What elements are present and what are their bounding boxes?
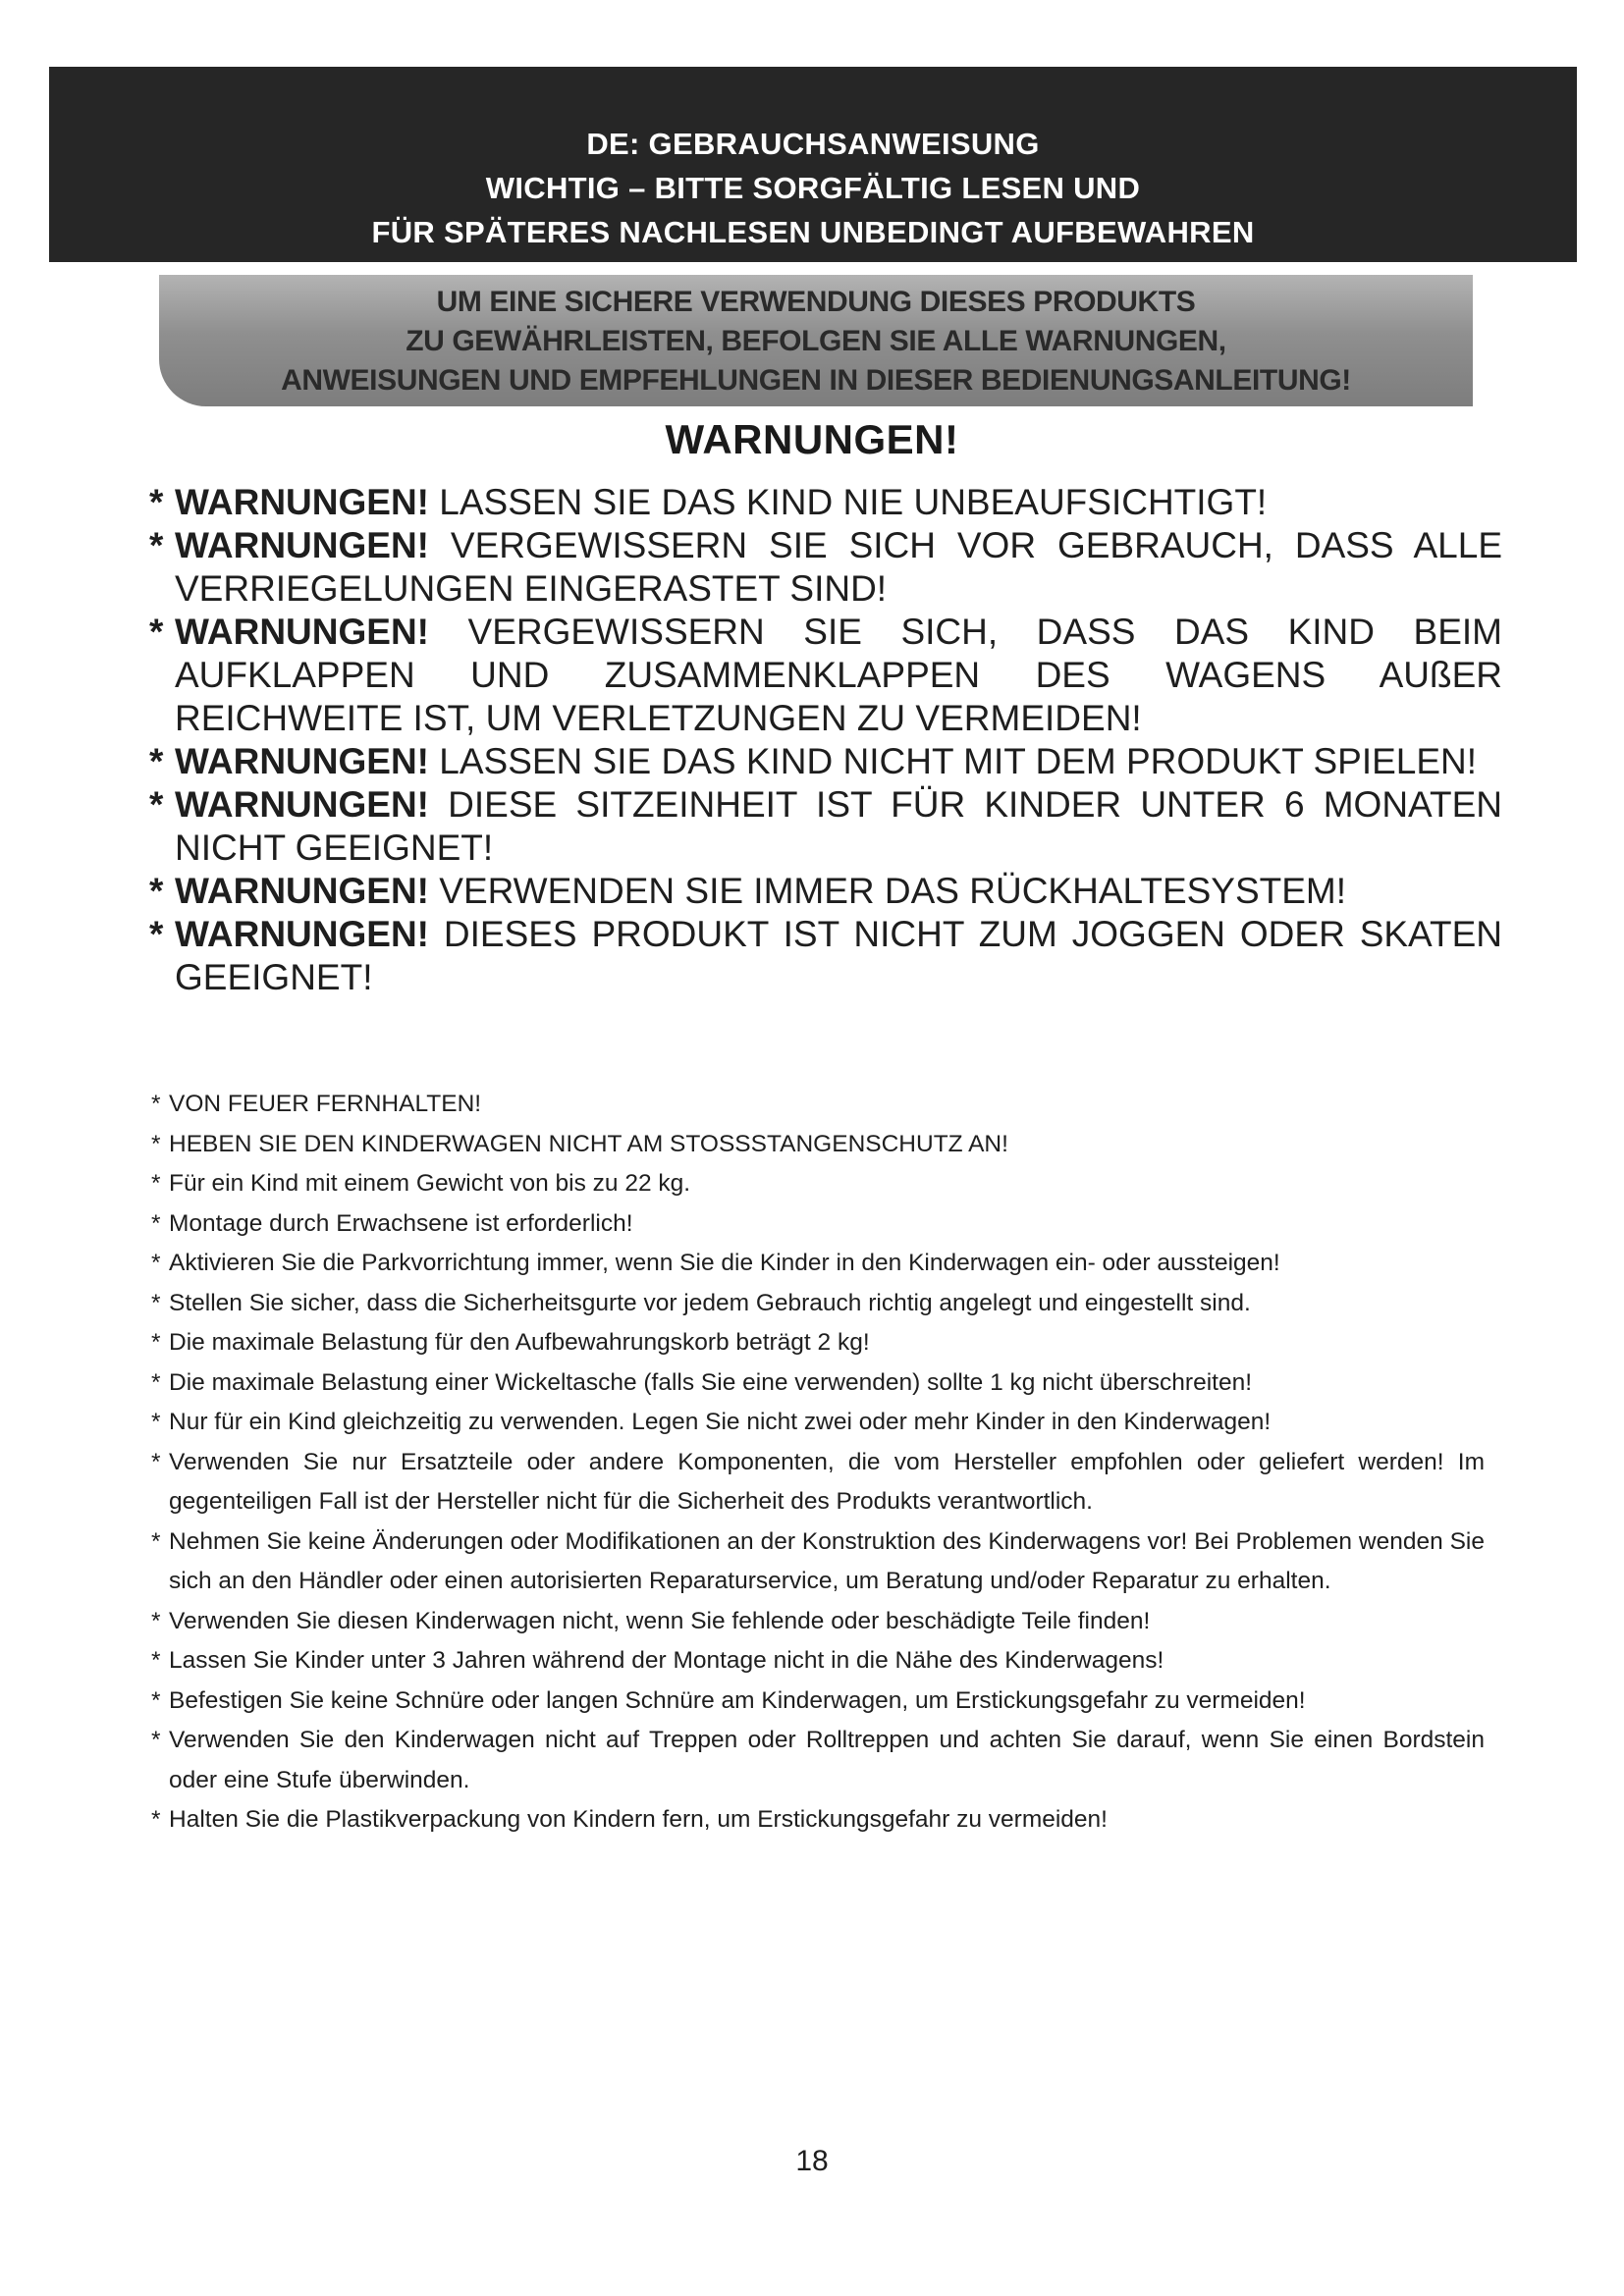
instruction-item: * Für ein Kind mit einem Gewicht von bis zu 22 kg. [149,1164,1485,1204]
warning-text: VERWENDEN SIE IMMER DAS RÜCKHALTESYSTEM! [428,871,1347,911]
instruction-item: * Lassen Sie Kinder unter 3 Jahren während der Montage nicht in die Nähe des Kinderwagens! [149,1641,1485,1682]
warning-label: WARNUNGEN! [175,612,429,652]
warning-text: DIESES PRODUKT IST NICHT ZUM JOGGEN ODER SKATEN GEEIGNET! [175,914,1502,997]
major-warning-item [147,913,1502,999]
warning-text: VERGEWISSERN SIE SICH, DASS DAS KIND BEIM AUFKLAPPEN UND ZUSAMMENKLAPPEN DES WAGENS AUßER REICHWEITE IST, UM VERLETZUNGEN ZU VERMEIDEN! [175,612,1502,738]
major-warning-item [147,611,1502,740]
header-line-2: WICHTIG – BITTE SORGFÄLTIG LESEN UND [485,171,1141,205]
instruction-item: * Nehmen Sie keine Änderungen oder Modifikationen an der Konstruktion des Kinderwagens vor! Bei Problemen wenden Sie sich an den Händler oder einen autorisierten Reparaturservice, um Beratung und/oder Reparatur zu erhalten. [149,1522,1485,1602]
instruction-item: * Nur für ein Kind gleichzeitig zu verwenden. Legen Sie nicht zwei oder mehr Kinder in den Kinderwagen! [149,1403,1485,1443]
safety-notice-banner [159,275,1473,406]
warning-label: WARNUNGEN! [175,482,429,522]
warning-label: WARNUNGEN! [175,784,429,825]
page-number: 18 [795,2145,829,2177]
notice-line-2: ZU GEWÄHRLEISTEN, BEFOLGEN SIE ALLE WARNUNGEN, [406,325,1226,357]
warning-label: WARNUNGEN! [175,741,429,781]
major-warning-item [147,524,1502,611]
warning-text: VERGEWISSERN SIE SICH VOR GEBRAUCH, DASS ALLE VERRIEGELUNGEN EINGERASTET SIND! [175,525,1502,609]
instruction-item: * Halten Sie die Plastikverpackung von Kindern fern, um Erstickungsgefahr zu vermeiden! [149,1800,1485,1841]
instruction-item: * Verwenden Sie nur Ersatzteile oder andere Komponenten, die vom Hersteller empfohlen oder geliefert werden! Im gegenteiligen Fall ist der Hersteller nicht für die Sicherheit des Produkts verantwortlich. [149,1443,1485,1522]
instruction-item: * VON FEUER FERNHALTEN! [149,1085,1485,1125]
major-warning-item [147,481,1502,524]
warning-label: WARNUNGEN! [175,914,429,954]
instruction-item: * Montage durch Erwachsene ist erforderlich! [149,1204,1485,1245]
warning-text: LASSEN SIE DAS KIND NICHT MIT DEM PRODUKT SPIELEN! [428,741,1478,781]
warning-text: LASSEN SIE DAS KIND NIE UNBEAUFSICHTIGT! [428,482,1268,522]
warning-label: WARNUNGEN! [175,871,429,911]
instructions-list [149,1085,1485,1841]
instruction-item: * HEBEN SIE DEN KINDERWAGEN NICHT AM STOSSSTANGENSCHUTZ AN! [149,1125,1485,1165]
major-warning-item [147,870,1502,913]
notice-line-3: ANWEISUNGEN UND EMPFEHLUNGEN IN DIESER BEDIENUNGSANLEITUNG! [281,364,1351,397]
instruction-item: * Befestigen Sie keine Schnüre oder langen Schnüre am Kinderwagen, um Erstickungsgefahr zu vermeiden! [149,1682,1485,1722]
warning-label: WARNUNGEN! [175,525,429,565]
major-warning-item [147,740,1502,783]
instruction-item: * Aktivieren Sie die Parkvorrichtung immer, wenn Sie die Kinder in den Kinderwagen ein- oder aussteigen! [149,1244,1485,1284]
instruction-item: * Verwenden Sie diesen Kinderwagen nicht, wenn Sie fehlende oder beschädigte Teile finden! [149,1602,1485,1642]
instruction-item: * Verwenden Sie den Kinderwagen nicht auf Treppen oder Rolltreppen und achten Sie darauf, wenn Sie einen Bordstein oder eine Stufe überwinden. [149,1721,1485,1800]
major-warnings-list [147,481,1502,999]
header-line-1: DE: GEBRAUCHSANWEISUNG [586,127,1040,161]
instruction-item: * Stellen Sie sicher, dass die Sicherheitsgurte vor jedem Gebrauch richtig angelegt und eingestellt sind. [149,1284,1485,1324]
instruction-item: * Die maximale Belastung einer Wickeltasche (falls Sie eine verwenden) sollte 1 kg nicht überschreiten! [149,1363,1485,1404]
header-line-3: FÜR SPÄTERES NACHLESEN UNBEDINGT AUFBEWAHREN [371,215,1255,249]
notice-line-1: UM EINE SICHERE VERWENDUNG DIESES PRODUKTS [436,286,1196,318]
warning-text: DIESE SITZEINHEIT IST FÜR KINDER UNTER 6 MONATEN NICHT GEEIGNET! [175,784,1502,868]
instruction-item: * Die maximale Belastung für den Aufbewahrungskorb beträgt 2 kg! [149,1323,1485,1363]
warnings-heading: WARNUNGEN! [665,416,959,462]
major-warning-item [147,783,1502,870]
header-banner [49,67,1577,262]
